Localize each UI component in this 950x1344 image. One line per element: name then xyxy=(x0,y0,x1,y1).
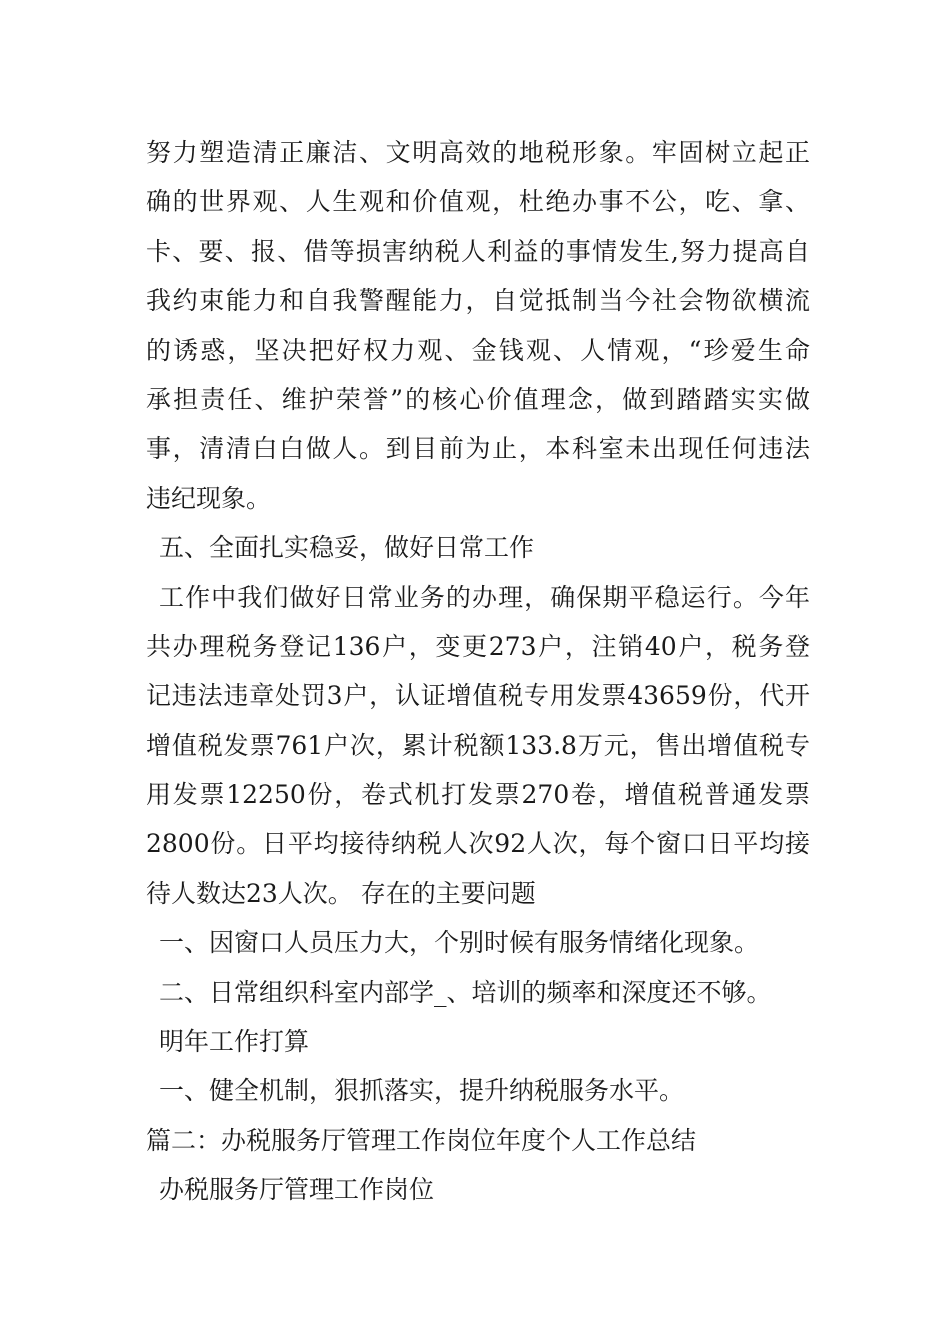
list-item: 二、日常组织科室内部学_、培训的频率和深度还不够。 xyxy=(159,977,772,1007)
paragraph-line: 违纪现象。 xyxy=(146,483,272,513)
paragraph-line: 承担责任、维护荣誉”的核心价值理念，做到踏踏实实做 xyxy=(146,384,810,414)
paragraph-line: 用发票12250份，卷式机打发票270卷，增值税普通发票 xyxy=(146,780,810,810)
paragraph-line: 我约束能力和自我警醒能力，自觉抵制当今社会物欲横流 xyxy=(146,286,810,316)
list-item: 一、健全机制，狠抓落实，提升纳税服务水平。 xyxy=(159,1076,685,1106)
paragraph-line: 共办理税务登记136户，变更273户，注销40户，税务登 xyxy=(146,631,810,661)
paragraph-line: 卡、要、报、借等损害纳税人利益的事情发生,努力提高自 xyxy=(146,236,810,266)
paragraph-line: 事，清清白白做人。到目前为止，本科室未出现任何违法 xyxy=(146,434,810,464)
paragraph-line: 记违法违章处罚3户，认证增值税专用发票43659份，代开 xyxy=(146,681,810,711)
paragraph-line: 工作中我们做好日常业务的办理，确保期平稳运行。今年 xyxy=(159,582,810,612)
paragraph-line: 努力塑造清正廉洁、文明高效的地税形象。牢固树立起正 xyxy=(146,138,810,167)
section-heading: 五、全面扎实稳妥，做好日常工作 xyxy=(159,533,535,563)
paragraph-line: 的诱惑，坚决把好权力观、金钱观、人情观，“珍爱生命 xyxy=(146,335,810,365)
paragraph-line: 增值税发票761户次，累计税额133.8万元，售出增值税专 xyxy=(146,730,810,760)
paragraph-line: 确的世界观、人生观和价值观，杜绝办事不公，吃、拿、 xyxy=(146,187,810,217)
list-item: 一、因窗口人员压力大，个别时候有服务情绪化现象。 xyxy=(159,928,760,958)
section-heading: 办税服务厅管理工作岗位 xyxy=(159,1175,435,1205)
section-heading: 明年工作打算 xyxy=(159,1027,310,1057)
document-body xyxy=(146,128,810,1215)
article-title: 篇二：办税服务厅管理工作岗位年度个人工作总结 xyxy=(146,1125,697,1155)
paragraph-line: 待人数达23人次。 存在的主要问题 xyxy=(146,878,536,908)
paragraph-line: 2800份。日平均接待纳税人次92人次，每个窗口日平均接 xyxy=(146,829,810,859)
